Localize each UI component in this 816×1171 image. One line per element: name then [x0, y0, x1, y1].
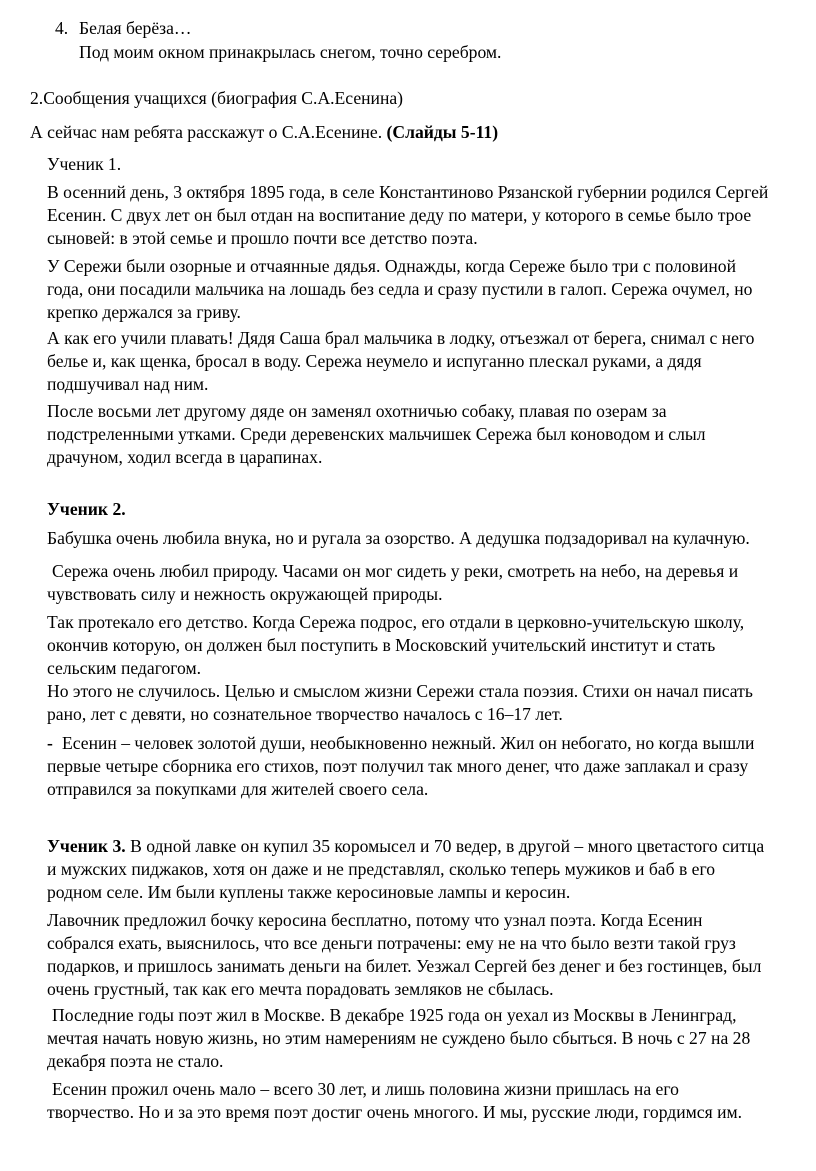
text-line: первые четыре сборника его стихов, поэт получил так много денег, что даже заплакал и сразу — [47, 756, 749, 776]
student3-label: Ученик 3. — [47, 836, 126, 856]
student3-first-line — [47, 838, 764, 856]
text-line: подарков, и пришлось занимать деньги на билет. Уезжал Сергей без денег и без гостинцев, был — [47, 956, 762, 976]
text-line: белье и, как щенка, бросал в воду. Сережа неумело и испуганно плескал руками, а дядя — [47, 351, 702, 371]
text-line: декабря поэта не стало. — [47, 1051, 224, 1071]
text-line: подшучивал над ним. — [47, 374, 209, 394]
text-line: В осенний день, 3 октября 1895 года, в селе Константиново Рязанской губернии родился Сергей — [47, 182, 769, 202]
text-line: Есенин. С двух лет он был отдан на воспитание деду по матери, у которого в семье было трое — [47, 205, 752, 225]
text-line: года, они посадили мальчика на лошадь без седла и сразу пустили в галоп. Сережа очумел, но — [47, 279, 753, 299]
text-line: чувствовать силу и нежность окружающей природы. — [47, 584, 443, 604]
intro-slides: (Слайды 5-11) — [386, 122, 499, 142]
text-line: собрался ехать, выяснилось, что все деньги потрачены: ему не на что было везти такой груз — [47, 933, 736, 953]
text-line: и мужских пиджаков, хотя он даже и не представлял, сколько теперь мужиков и баб в его — [47, 859, 716, 879]
text-line: А как его учили плавать! Дядя Саша брал мальчика в лодку, отъезжал от берега, снимал с него — [47, 328, 755, 348]
intro-text: А сейчас нам ребята расскажут о С.А.Есенине. — [30, 122, 383, 142]
text-line: Есенин – человек золотой души, необыкновенно нежный. Жил он небогато, но когда вышли — [62, 733, 755, 753]
text-line: очень грустный, так как его мечта порадовать земляков не сбылась. — [47, 979, 554, 999]
text-line: В одной лавке он купил 35 коромысел и 70 ведер, в другой – много цветастого ситца — [130, 836, 765, 856]
text-line: драчуном, ходил всегда в царапинах. — [47, 447, 323, 467]
student1-label: Ученик 1. — [47, 154, 122, 174]
text-line: Последние годы поэт жил в Москве. В декабре 1925 года он уехал из Москвы в Ленинград, — [52, 1005, 737, 1025]
poem-line: Под моим окном принакрылась снегом, точно серебром. — [79, 42, 502, 62]
section-heading: 2.Сообщения учащихся (биография С.А.Есенина) — [30, 88, 404, 108]
text-line: мечтая начать новую жизнь, но этим намерениям не суждено было сбыться. В ночь с 27 на 28 — [47, 1028, 751, 1048]
text-line: Но этого не случилось. Целью и смыслом жизни Сережи стала поэзия. Стихи он начал писать — [47, 681, 753, 701]
text-line: сельским педагогом. — [47, 658, 202, 678]
text-line: сыновей: в этой семье и прошло почти все детство поэта. — [47, 228, 478, 248]
text-line: творчество. Но и за это время поэт достиг очень многого. И мы, русские люди, гордимся им. — [47, 1102, 743, 1122]
text-line: рано, лет с девяти, но сознательное творчество началось с 16–17 лет. — [47, 704, 563, 724]
text-line: Сережа очень любил природу. Часами он мог сидеть у реки, смотреть на небо, на деревья и — [52, 561, 739, 581]
text-line: Есенин прожил очень мало – всего 30 лет, и лишь половина жизни пришлась на его — [52, 1079, 679, 1099]
text-line: Так протекало его детство. Когда Сережа подрос, его отдали в церковно-учительскую школу, — [47, 612, 745, 632]
text-line: крепко держался за гриву. — [47, 302, 241, 322]
text-line: окончив которую, он должен был поступить в Московский учительский институт и стать — [47, 635, 716, 655]
poem-number: 4. — [55, 18, 69, 38]
dash-marker: - — [47, 733, 53, 753]
section-intro — [30, 124, 498, 142]
text-line: Лавочник предложил бочку керосина бесплатно, потому что узнал поэта. Когда Есенин — [47, 910, 703, 930]
student2-label: Ученик 2. — [47, 499, 126, 519]
text-line: У Сережи были озорные и отчаянные дядья. Однажды, когда Сереже было три с половиной — [47, 256, 737, 276]
text-line: подстреленными утками. Среди деревенских мальчишек Сережа был коноводом и слыл — [47, 424, 706, 444]
poem-title: Белая берёза… — [79, 18, 192, 38]
text-line: отправился за покупками для жителей своего села. — [47, 779, 429, 799]
text-line: Бабушка очень любила внука, но и ругала за озорство. А дедушка подзадоривал на кулачную. — [47, 528, 750, 548]
text-line: родном селе. Им были куплены также керосиновые лампы и керосин. — [47, 882, 571, 902]
text-line: После восьми лет другому дяде он заменял охотничью собаку, плавая по озерам за — [47, 401, 667, 421]
